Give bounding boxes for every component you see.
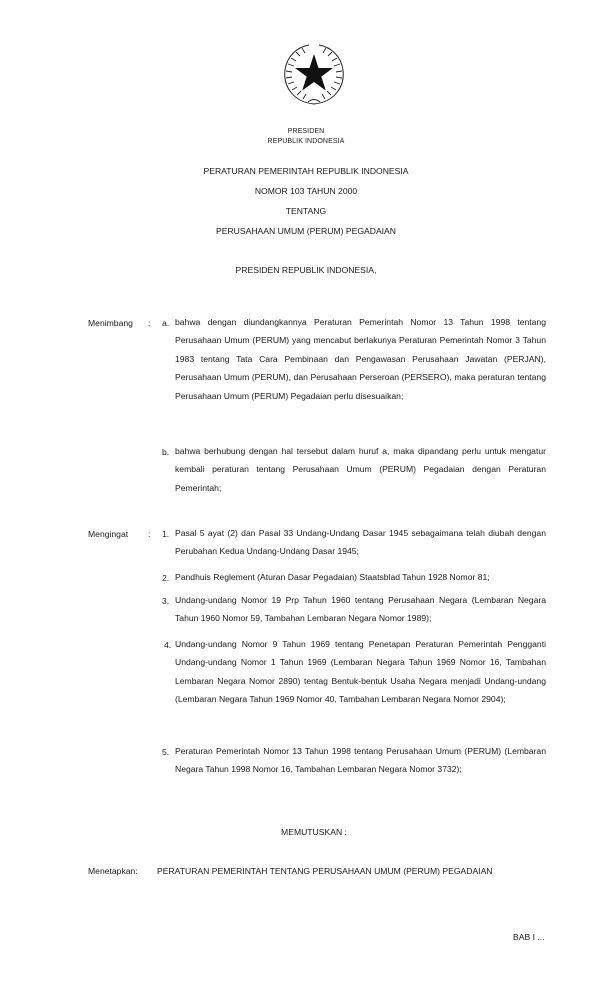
opening-statement: PRESIDEN REPUBLIK INDONESIA,	[235, 265, 377, 275]
mengingat-item-3: Undang-undang Nomor 19 Prp Tahun 1960 tentang Perusahaan Negara (Lembaran Negara Tahun 1960 Nomor 59, Tambahan Lembaran Negara Nomor 1989);	[175, 595, 546, 624]
memutuskan-heading: MEMUTUSKAN :	[281, 827, 347, 837]
menimbang-colon: :	[148, 318, 151, 328]
page-continuation: BAB I ...	[513, 932, 545, 942]
mengingat-marker-4: 4.	[164, 640, 172, 650]
mengingat-marker-2: 2.	[162, 573, 170, 583]
mengingat-item-1: Pasal 5 ayat (2) dan Pasal 33 Undang-Undang Dasar 1945 sebagaimana telah diubah dengan Perubahan Kedua Undang-Undang Dasar 1945;	[175, 528, 546, 557]
menimbang-marker-b: b.	[162, 447, 170, 457]
mengingat-colon: :	[148, 529, 151, 539]
garuda-star-emblem-icon	[279, 40, 349, 110]
menimbang-marker-a: a.	[162, 318, 170, 328]
republik-indonesia-label: REPUBLIK INDONESIA	[267, 138, 345, 145]
regulation-title: PERATURAN PEMERINTAH REPUBLIK INDONESIA	[203, 166, 409, 176]
presiden-label: PRESIDEN	[287, 128, 325, 135]
mengingat-marker-1: 1.	[162, 529, 170, 539]
menimbang-item-b: bahwa berhubung dengan hal tersebut dalam huruf a, maka dipandang perlu untuk mengatur kembali peraturan tentang Perusahaan Umum (PERUM) Pegadaian dengan Peraturan Pemerintah;	[175, 446, 546, 493]
menetapkan-text: PERATURAN PEMERINTAH TENTANG PERUSAHAAN UMUM (PERUM) PEGADAIAN	[157, 866, 493, 876]
mengingat-item-4: Undang-undang Nomor 9 Tahun 1969 tentang Penetapan Peraturan Pemerintah Pengganti Undang-undang Nomor 1 Tahun 1969 (Lembaran Negara Tahun 1969 Nomor 16, Tambahan Lembaran Negara Nomor 2890) tentag Bentuk-bentuk Usaha Negara menjadi Undang-undang (Lembaran Negara Tahun 1969 Nomor 40, Tambahan Lembaran Negara Nomor 2904);	[175, 639, 546, 705]
menimbang-item-a: bahwa dengan diundangkannya Peraturan Pemerintah Nomor 13 Tahun 1998 tentang Perusahaan Umum (PERUM) yang mencabut berlakunya Peraturan Pemerintah Nomor 3 Tahun 1983 tentang Tata Cara Pembinaan dan Pengawasan Perusahaan Jawatan (PERJAN), Perusahaan Umum (PERUM), dan Perusahaan Perseroan (PERSERO), maka peraturan tentang Perusahaan Umum (PERUM) Pegadaian perlu disesuaikan;	[175, 317, 546, 401]
regulation-subject: PERUSAHAAN UMUM (PERUM) PEGADAIAN	[215, 226, 396, 236]
mengingat-marker-5: 5.	[162, 747, 170, 757]
mengingat-item-2: Pandhuis Reglement (Aturan Dasar Pegadaian) Staatsblad Tahun 1928 Nomor 81;	[175, 572, 490, 582]
regulation-tentang: TENTANG	[285, 206, 327, 216]
mengingat-item-5: Peraturan Pemerintah Nomor 13 Tahun 1998 tentang Perusahaan Umum (PERUM) (Lembaran Negara Tahun 1998 Nomor 16, Tambahan Lembaran Negara Nomor 3732);	[175, 746, 546, 775]
mengingat-label: Mengingat	[88, 529, 129, 539]
mengingat-marker-3: 3.	[162, 596, 170, 606]
menetapkan-label: Menetapkan:	[88, 866, 138, 876]
menimbang-label: Menimbang	[88, 318, 133, 328]
regulation-number: NOMOR 103 TAHUN 2000	[254, 186, 358, 196]
